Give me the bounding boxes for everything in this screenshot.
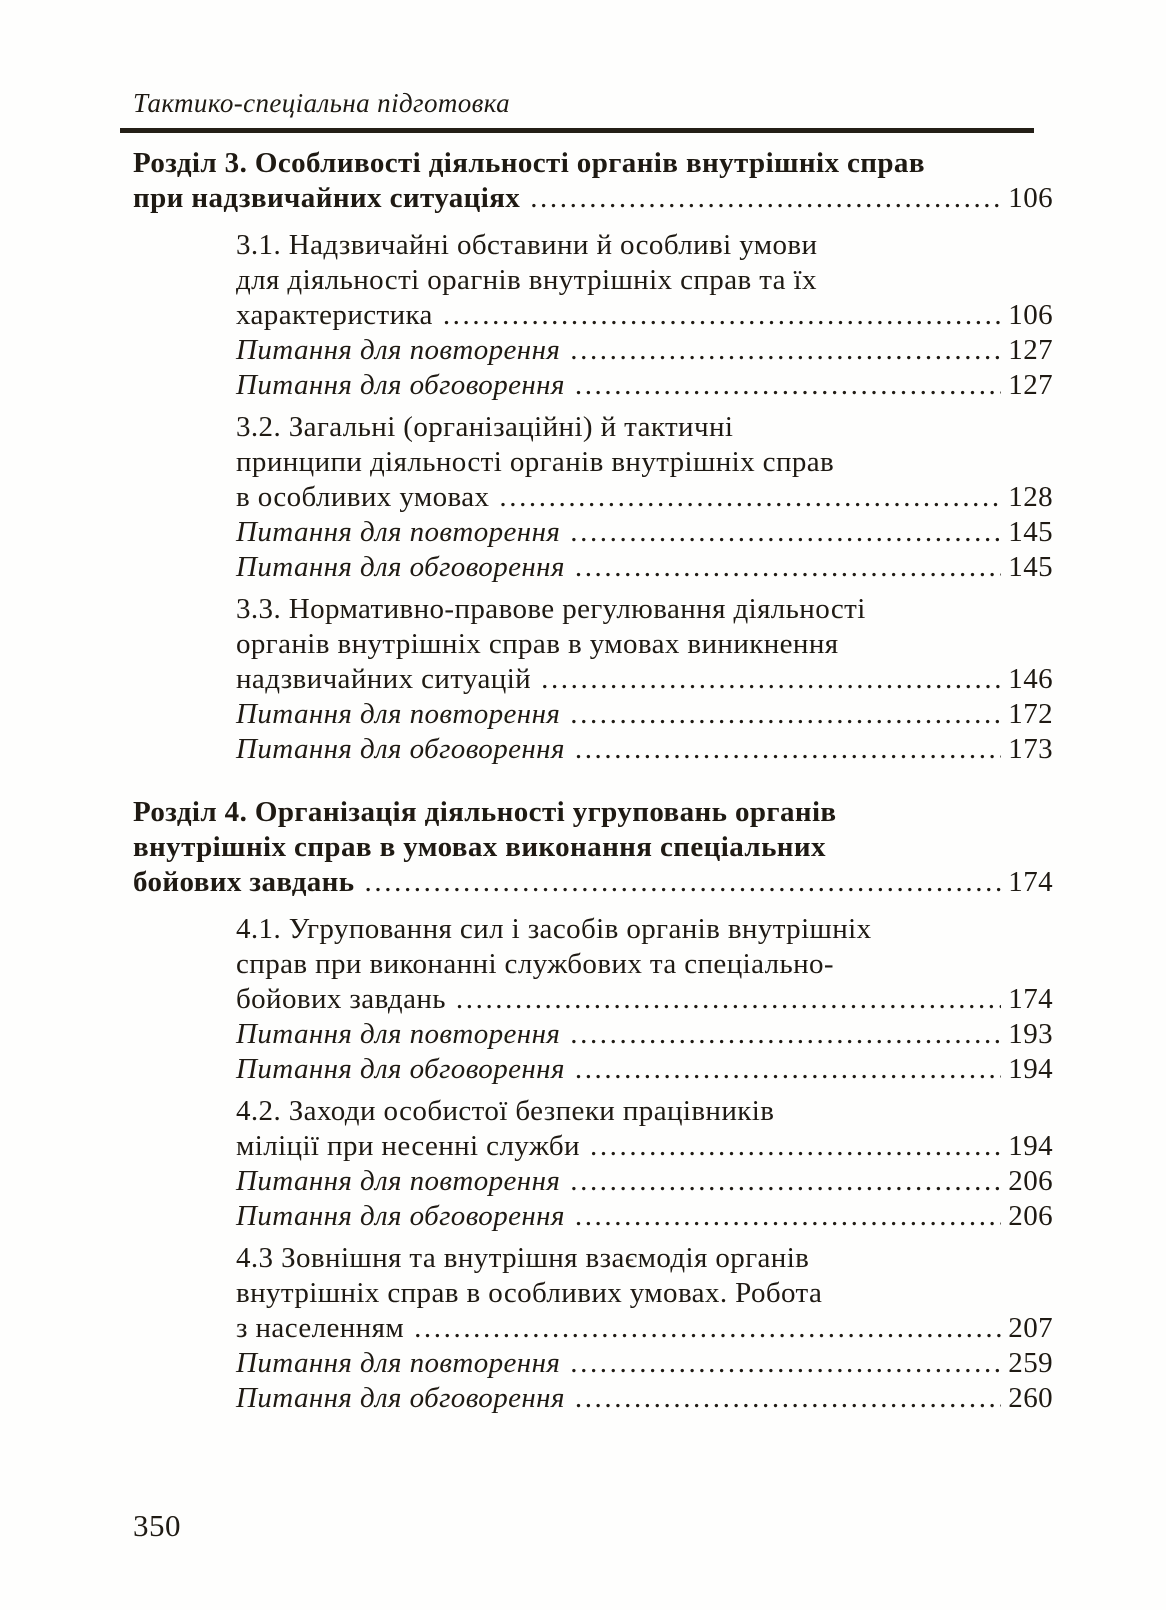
toc-entry-questions <box>133 550 1053 585</box>
toc-line-text: надзвичайних ситуацій <box>236 663 532 695</box>
toc-line <box>236 697 1053 732</box>
dot-leader <box>570 1346 1001 1381</box>
toc-line <box>236 445 1053 480</box>
dot-leader <box>590 1129 1001 1164</box>
toc-page-number: 172 <box>1008 698 1053 730</box>
toc-line <box>236 298 1053 333</box>
dot-leader <box>570 515 1001 550</box>
toc-line <box>236 550 1053 585</box>
toc-line-text: міліції при несенні служби <box>236 1130 580 1162</box>
dot-leader <box>499 480 1001 515</box>
toc-line <box>133 146 1053 181</box>
dot-leader <box>575 1052 1001 1087</box>
toc-line-text: внутрішніх справ в умовах виконання спеціальних <box>133 831 826 863</box>
toc-line-text: 3.2. Загальні (організаційні) й тактичні <box>236 411 734 443</box>
toc-entry-subitem <box>133 1241 1053 1346</box>
toc-page-number: 106 <box>1008 182 1053 214</box>
dot-leader <box>575 368 1001 403</box>
toc-line-text: внутрішніх справ в особливих умовах. Робота <box>236 1277 823 1309</box>
toc-line <box>236 1199 1053 1234</box>
toc-entry-chapter <box>133 795 1053 900</box>
toc-line <box>133 830 1053 865</box>
toc-line-text: Питання для обговорення <box>236 551 565 583</box>
toc-line <box>236 947 1053 982</box>
dot-leader <box>570 697 1001 732</box>
toc-line-text: Розділ 3. Особливості діяльності органів внутрішніх справ <box>133 147 925 179</box>
running-header-title: Тактико-спеціальна підготовка <box>133 88 511 118</box>
toc-line <box>236 1052 1053 1087</box>
toc-line-text: 4.1. Угруповання сил і засобів органів внутрішніх <box>236 913 872 945</box>
dot-leader <box>575 550 1001 585</box>
toc-line <box>236 1311 1053 1346</box>
toc-line-text: Питання для повторення <box>236 516 561 548</box>
toc-line <box>236 912 1053 947</box>
toc-line <box>236 1276 1053 1311</box>
toc-line <box>236 263 1053 298</box>
toc-page-number: 206 <box>1008 1165 1053 1197</box>
toc-page-number: 173 <box>1008 733 1053 765</box>
toc-line-text: 4.2. Заходи особистої безпеки працівників <box>236 1095 775 1127</box>
toc-line <box>236 410 1053 445</box>
dot-leader <box>570 333 1001 368</box>
toc-line-text: справ при виконанні службових та спеціально- <box>236 948 834 980</box>
toc-page-number: 145 <box>1008 551 1053 583</box>
toc-entry-subitem <box>133 228 1053 333</box>
toc-page-number: 146 <box>1008 663 1053 695</box>
toc-entry-questions <box>133 1199 1053 1234</box>
toc-line-text: Питання для повторення <box>236 698 561 730</box>
toc-page-number: 174 <box>1008 983 1053 1015</box>
toc-entry-subitem <box>133 1094 1053 1164</box>
dot-leader <box>541 662 1001 697</box>
toc-line <box>236 1129 1053 1164</box>
toc-entry-questions <box>133 1381 1053 1416</box>
toc-line <box>236 1017 1053 1052</box>
toc-line-text: Розділ 4. Організація діяльності угруповань органів <box>133 796 837 828</box>
toc-line-text: Питання для повторення <box>236 1018 561 1050</box>
toc-line <box>236 368 1053 403</box>
dot-leader <box>414 1311 1001 1346</box>
toc-entry-chapter <box>133 146 1053 216</box>
toc-page-number: 206 <box>1008 1200 1053 1232</box>
toc-line <box>236 732 1053 767</box>
toc-line-text: Питання для обговорення <box>236 369 565 401</box>
dot-leader <box>575 732 1001 767</box>
toc-page-number: 127 <box>1008 334 1053 366</box>
toc-page-number: 194 <box>1008 1053 1053 1085</box>
toc-line <box>236 662 1053 697</box>
toc-entry-subitem <box>133 592 1053 697</box>
toc-line-text: органів внутрішніх справ в умовах виникнення <box>236 628 839 660</box>
toc-page-number: 194 <box>1008 1130 1053 1162</box>
toc-line-text: Питання для обговорення <box>236 1200 565 1232</box>
toc-line-text: 4.3 Зовнішня та внутрішня взаємодія органів <box>236 1242 810 1274</box>
toc-line <box>236 1164 1053 1199</box>
dot-leader <box>530 181 1001 216</box>
toc-line-text: при надзвичайних ситуаціях <box>133 182 521 214</box>
toc-line-text: характеристика <box>236 299 433 331</box>
dot-leader <box>570 1017 1001 1052</box>
toc-entry-questions <box>133 1164 1053 1199</box>
toc-line <box>236 1381 1053 1416</box>
toc-line <box>236 1241 1053 1276</box>
toc-entry-questions <box>133 515 1053 550</box>
toc-line-text: 3.1. Надзвичайні обставини й особливі умови <box>236 229 818 261</box>
toc-entry-questions <box>133 1052 1053 1087</box>
toc-page-number: 174 <box>1008 866 1053 898</box>
toc-line <box>133 181 1053 216</box>
toc-page-number: 106 <box>1008 299 1053 331</box>
toc-line <box>236 627 1053 662</box>
toc-line-text: Питання для обговорення <box>236 1053 565 1085</box>
toc-entry-questions <box>133 732 1053 767</box>
toc-line <box>236 515 1053 550</box>
toc-line <box>133 795 1053 830</box>
toc-page-number: 127 <box>1008 369 1053 401</box>
toc-page-number: 128 <box>1008 481 1053 513</box>
table-of-contents <box>133 146 1053 1416</box>
toc-line-text: Питання для повторення <box>236 1347 561 1379</box>
toc-page-number: 145 <box>1008 516 1053 548</box>
toc-line-text: Питання для повторення <box>236 334 561 366</box>
toc-entry-questions <box>133 697 1053 732</box>
toc-line <box>236 1346 1053 1381</box>
toc-line <box>236 592 1053 627</box>
toc-entry-questions <box>133 1346 1053 1381</box>
toc-entry-questions <box>133 333 1053 368</box>
dot-leader <box>570 1164 1001 1199</box>
toc-line-text: Питання для обговорення <box>236 1382 565 1414</box>
toc-line-text: з населенням <box>236 1312 405 1344</box>
dot-leader <box>443 298 1001 333</box>
toc-line-text: 3.3. Нормативно-правове регулювання діяльності <box>236 593 866 625</box>
toc-page-number: 193 <box>1008 1018 1053 1050</box>
toc-line-text: Питання для обговорення <box>236 733 565 765</box>
toc-entry-questions <box>133 368 1053 403</box>
toc-page-number: 207 <box>1008 1312 1053 1344</box>
toc-line-text: бойових завдань <box>236 983 446 1015</box>
toc-page-number: 259 <box>1008 1347 1053 1379</box>
toc-line <box>236 228 1053 263</box>
toc-page-number: 260 <box>1008 1382 1053 1414</box>
dot-leader <box>456 982 1001 1017</box>
toc-entry-subitem <box>133 912 1053 1017</box>
dot-leader <box>575 1381 1001 1416</box>
dot-leader <box>365 865 1002 900</box>
toc-line-text: бойових завдань <box>133 866 355 898</box>
toc-line <box>236 982 1053 1017</box>
toc-line-text: в особливих умовах <box>236 481 490 513</box>
toc-line <box>236 480 1053 515</box>
toc-line-text: Питання для повторення <box>236 1165 561 1197</box>
page-number-footer: 350 <box>133 1508 181 1543</box>
dot-leader <box>575 1199 1001 1234</box>
toc-line <box>236 333 1053 368</box>
header-rule-divider <box>120 128 1034 133</box>
toc-entry-subitem <box>133 410 1053 515</box>
toc-line-text: принципи діяльності органів внутрішніх справ <box>236 446 835 478</box>
toc-line <box>133 865 1053 900</box>
toc-line-text: для діяльності орагнів внутрішніх справ та їх <box>236 264 817 296</box>
toc-line <box>236 1094 1053 1129</box>
toc-entry-questions <box>133 1017 1053 1052</box>
